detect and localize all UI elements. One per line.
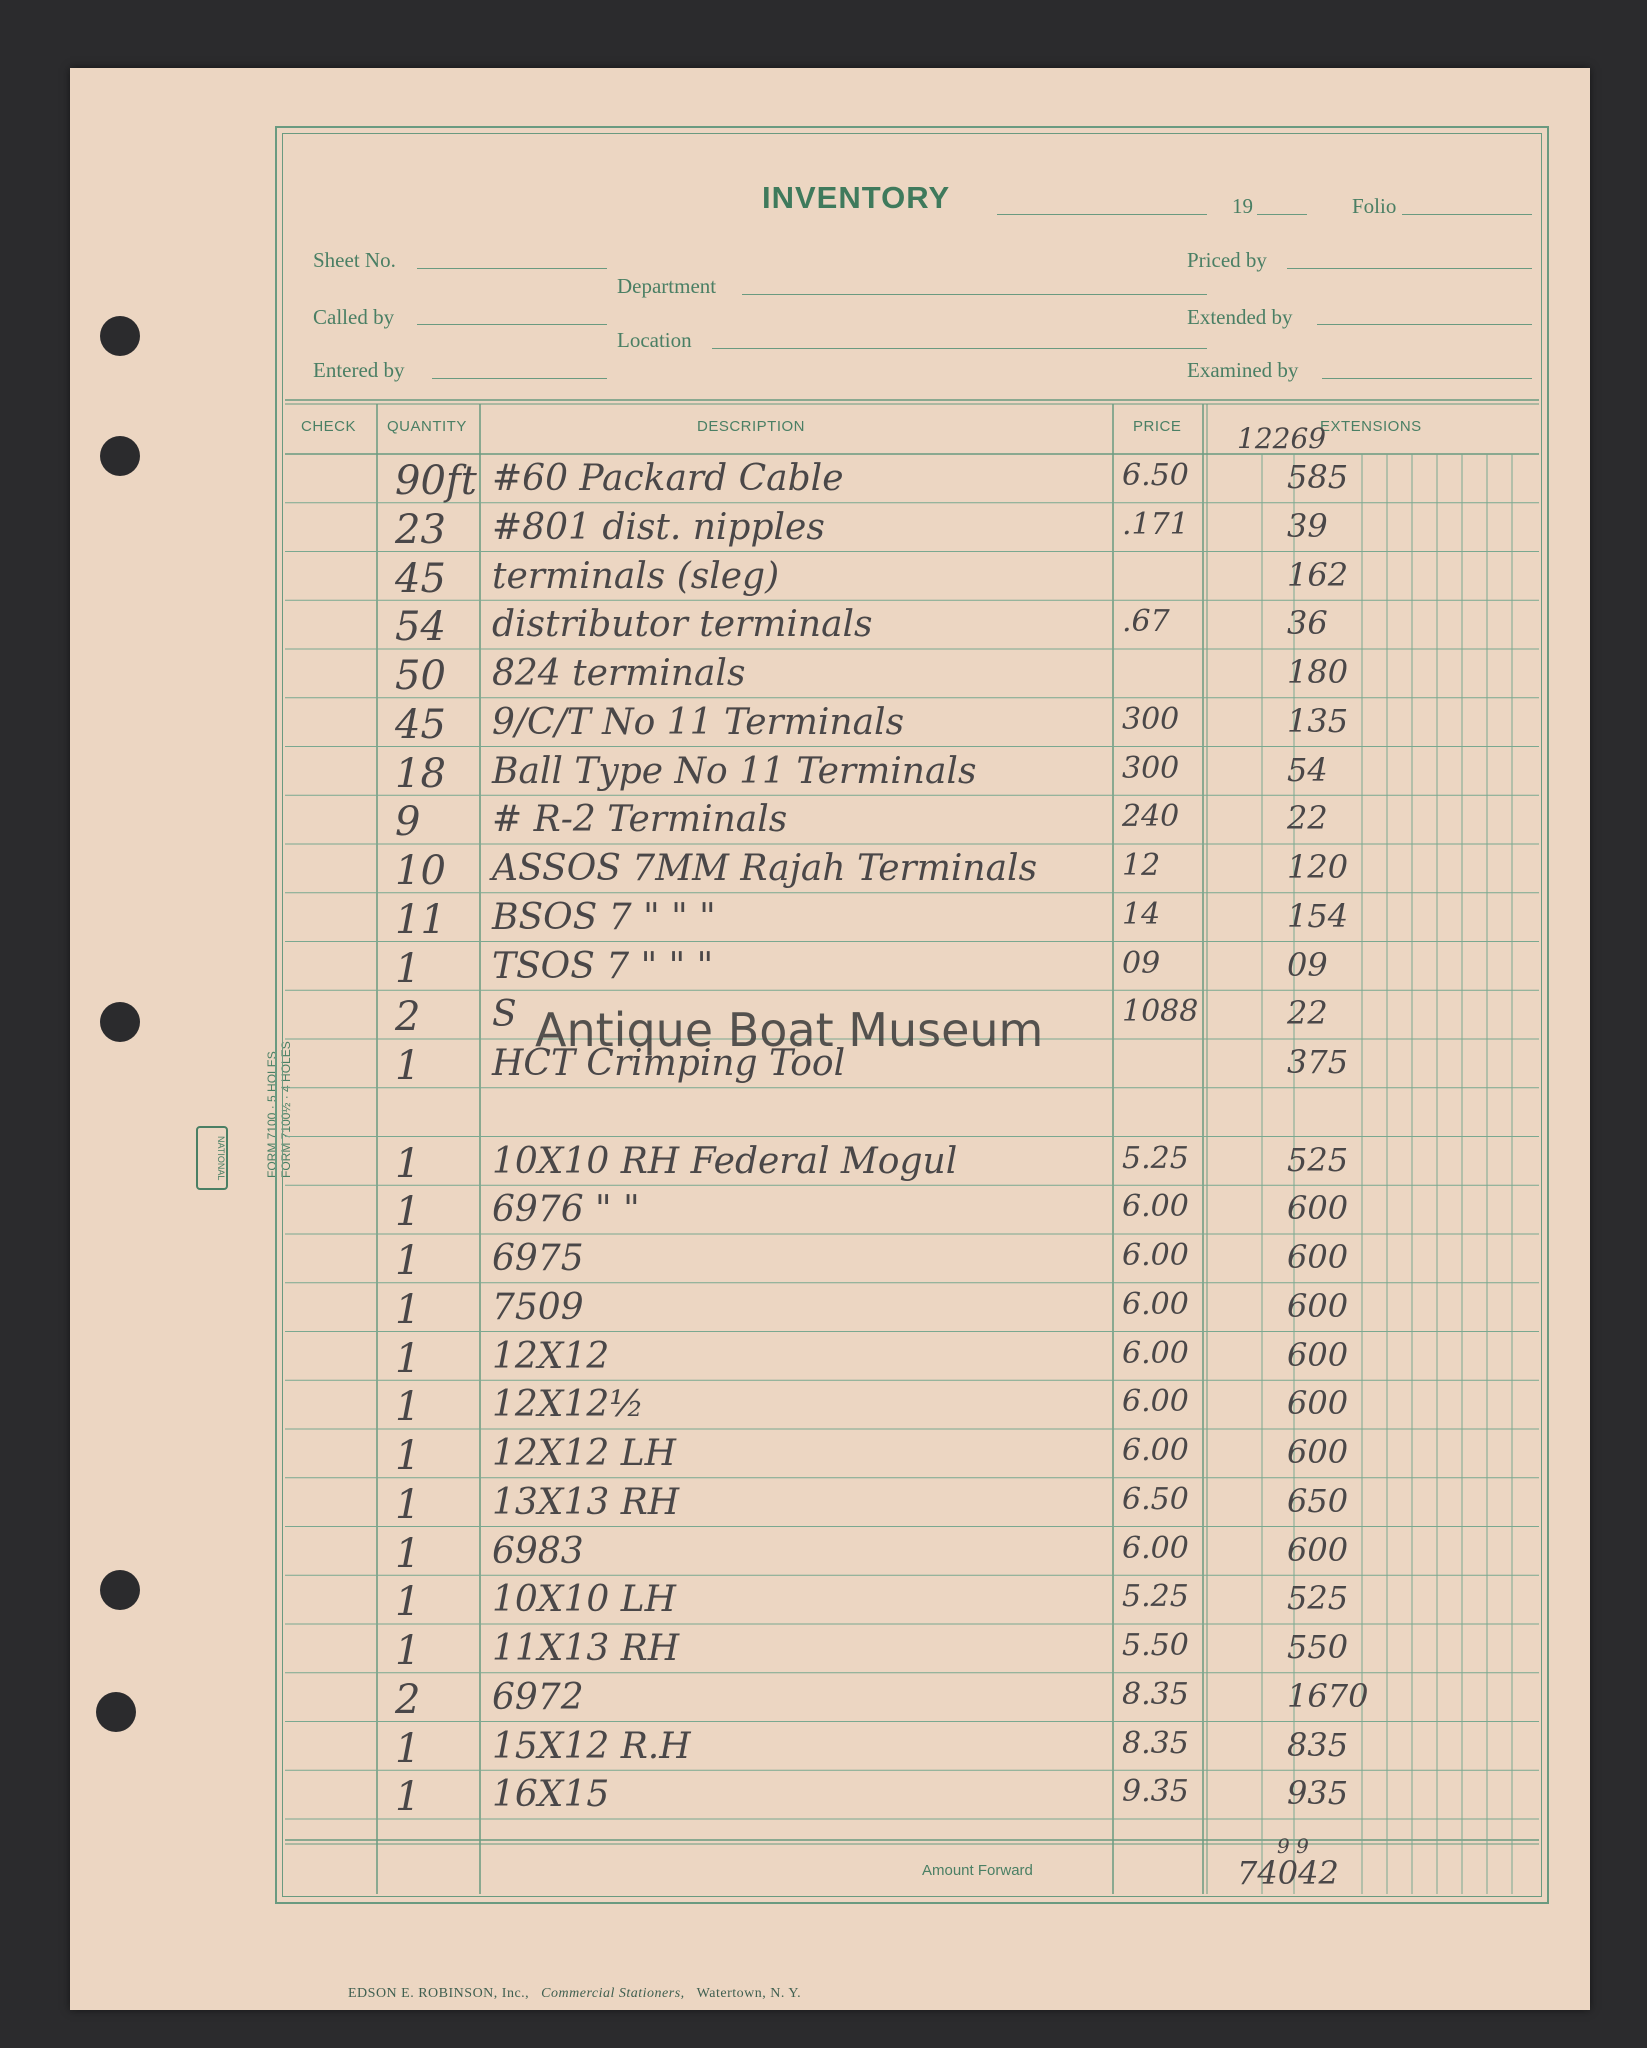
item-extension: 09 (1287, 945, 1328, 984)
item-extension: 1670 (1287, 1676, 1369, 1715)
item-description: 12X12½ (492, 1384, 645, 1426)
item-extension: 22 (1287, 994, 1328, 1033)
item-description: 10X10 RH Federal Mogul (492, 1140, 958, 1182)
item-quantity: 1 (395, 1286, 421, 1333)
item-price: 6.00 (1122, 1384, 1189, 1420)
watermark: Antique Boat Museum (535, 1003, 1044, 1057)
item-price: 6.50 (1122, 458, 1189, 493)
item-description: 13X13 RH (492, 1481, 680, 1523)
item-description: 6976 " " (492, 1189, 640, 1231)
form-number-primary: FORM 7100 · 5 HOLES (265, 1051, 279, 1178)
item-description: 6983 (492, 1530, 584, 1572)
item-quantity: 1 (395, 1579, 421, 1626)
item-description: 6972 (492, 1676, 584, 1718)
item-quantity: 1 (395, 1189, 421, 1236)
item-extension: 180 (1287, 653, 1349, 691)
item-description: BSOS 7 " " " (492, 896, 716, 938)
item-extension: 600 (1287, 1433, 1349, 1471)
item-quantity: 1 (395, 1335, 421, 1382)
item-quantity: 23 (395, 506, 446, 553)
binder-hole (100, 316, 140, 356)
item-extension: 585 (1287, 458, 1349, 496)
item-quantity: 1 (395, 1384, 421, 1431)
item-price: 9.35 (1122, 1774, 1189, 1810)
item-description: 12X12 LH (492, 1433, 676, 1474)
item-quantity: 1 (395, 1628, 421, 1674)
item-extension: 600 (1287, 1286, 1349, 1325)
item-extension: 600 (1287, 1384, 1349, 1423)
item-extension: 154 (1287, 896, 1349, 935)
item-price: 6.50 (1122, 1481, 1189, 1517)
item-description: 824 terminals (492, 653, 746, 694)
item-extension: 600 (1287, 1189, 1349, 1228)
item-quantity: 1 (395, 1530, 421, 1577)
called-by-label: Called by (313, 305, 395, 329)
item-extension: 600 (1287, 1238, 1349, 1276)
item-description: 9/C/T No 11 Terminals (492, 701, 905, 743)
item-description: terminals (sleg) (492, 555, 780, 597)
item-description: # R-2 Terminals (492, 799, 788, 841)
footer (348, 1986, 801, 2002)
item-extension: 375 (1287, 1043, 1349, 1081)
item-price: 6.00 (1122, 1335, 1189, 1371)
item-price: 5.50 (1122, 1628, 1189, 1663)
item-extension: 600 (1287, 1335, 1349, 1374)
item-extension: 22 (1287, 799, 1328, 838)
amount-forward-carry: 9 9 (1277, 1834, 1309, 1858)
item-quantity: 90ft (395, 458, 477, 504)
item-description: #60 Packard Cable (492, 458, 844, 499)
item-description: Ball Type No 11 Terminals (492, 750, 977, 792)
item-extension: 550 (1287, 1628, 1349, 1666)
binder-hole (100, 1570, 140, 1610)
extended-by-label: Extended by (1187, 305, 1293, 329)
item-quantity: 1 (395, 1481, 421, 1528)
item-extension: 120 (1287, 848, 1349, 886)
item-extension: 650 (1287, 1481, 1349, 1520)
footer-company: EDSON E. ROBINSON, Inc., (348, 1986, 530, 2001)
col-price: PRICE (1133, 418, 1182, 435)
item-quantity: 1 (395, 1774, 421, 1821)
col-extensions: EXTENSIONS (1320, 418, 1422, 435)
item-quantity: 2 (395, 1676, 421, 1723)
department-label: Department (617, 274, 717, 298)
binder-hole (100, 1002, 140, 1042)
item-quantity: 1 (395, 1140, 421, 1187)
item-price: 5.25 (1122, 1579, 1189, 1615)
logo-text: NATIONAL (216, 1135, 226, 1181)
item-price: 6.00 (1122, 1433, 1189, 1468)
item-description: TSOS 7 " " " (492, 945, 714, 987)
binder-hole (100, 436, 140, 476)
item-quantity: 1 (395, 1725, 421, 1772)
item-description: ASSOS 7MM Rajah Terminals (492, 848, 1038, 889)
footer-trade: Commercial Stationers, (541, 1986, 685, 2001)
footer-city: Watertown, N. Y. (696, 1986, 802, 2001)
folio-label: Folio (1352, 194, 1397, 218)
item-extension: 525 (1287, 1140, 1349, 1179)
item-price: 6.00 (1122, 1286, 1189, 1322)
examined-by-label: Examined by (1187, 358, 1299, 382)
item-extension: 525 (1287, 1579, 1349, 1618)
item-description: 6975 (492, 1238, 584, 1279)
item-price: 240 (1122, 799, 1180, 835)
entered-by-label: Entered by (313, 358, 405, 382)
item-extension: 54 (1287, 750, 1328, 789)
item-description: distributor terminals (492, 604, 873, 646)
form-title: INVENTORY (762, 180, 951, 215)
item-extension: 39 (1287, 506, 1328, 545)
form-number-alt: FORM 7100½ · 4 HOLES (279, 1041, 293, 1178)
item-price: 6.00 (1122, 1238, 1189, 1273)
item-price: .171 (1122, 506, 1189, 542)
item-quantity: 1 (395, 1043, 421, 1089)
item-price: 8.35 (1122, 1725, 1189, 1761)
item-price: 8.35 (1122, 1676, 1189, 1712)
year-label: 19 (1232, 194, 1253, 218)
item-extension: 162 (1287, 555, 1349, 594)
item-quantity: 1 (395, 1433, 421, 1479)
col-description: DESCRIPTION (697, 418, 806, 435)
item-price: 1088 (1122, 994, 1199, 1030)
item-description: 15X12 R.H (492, 1725, 691, 1767)
item-quantity: 1 (395, 945, 421, 992)
amount-forward-value: 74042 (1237, 1854, 1339, 1892)
item-extension: 835 (1287, 1725, 1349, 1764)
item-extension: 600 (1287, 1530, 1349, 1569)
item-quantity: 45 (395, 555, 446, 602)
location-label: Location (617, 328, 692, 352)
col-check: CHECK (301, 418, 357, 435)
item-price: 12 (1122, 848, 1161, 883)
priced-by-label: Priced by (1187, 248, 1267, 272)
item-description: #801 dist. nipples (492, 506, 825, 548)
item-price: 5.25 (1122, 1140, 1189, 1176)
item-quantity: 1 (395, 1238, 421, 1284)
item-quantity: 18 (395, 750, 446, 797)
item-quantity: 11 (395, 896, 446, 943)
item-quantity: 45 (395, 701, 446, 748)
item-extension: 135 (1287, 701, 1349, 740)
item-description: S (492, 994, 517, 1036)
item-quantity: 50 (395, 653, 446, 699)
item-price: 14 (1122, 896, 1161, 932)
item-quantity: 2 (395, 994, 421, 1041)
item-price: 300 (1122, 750, 1180, 786)
amount-forward-label: Amount Forward (922, 1862, 1033, 1879)
binder-hole (96, 1692, 136, 1732)
national-logo (196, 1126, 228, 1190)
item-quantity: 9 (395, 799, 421, 846)
item-description: 10X10 LH (492, 1579, 676, 1621)
item-price: .67 (1122, 604, 1170, 640)
item-extension: 935 (1287, 1774, 1349, 1813)
item-price: 300 (1122, 701, 1180, 737)
item-quantity: 54 (395, 604, 446, 651)
item-price: 6.00 (1122, 1530, 1189, 1566)
item-description: 16X15 (492, 1774, 610, 1816)
item-description: 12X12 (492, 1335, 610, 1377)
item-price: 6.00 (1122, 1189, 1189, 1225)
item-quantity: 10 (395, 848, 446, 894)
header-note: 12269 (1237, 422, 1327, 455)
sheet-no-label: Sheet No. (313, 248, 396, 272)
item-description: 11X13 RH (492, 1628, 680, 1669)
item-price: 09 (1122, 945, 1161, 981)
item-description: 7509 (492, 1286, 584, 1328)
col-quantity: QUANTITY (387, 418, 467, 435)
item-extension: 36 (1287, 604, 1328, 643)
item-description: HCT Crimping Tool (492, 1043, 846, 1084)
